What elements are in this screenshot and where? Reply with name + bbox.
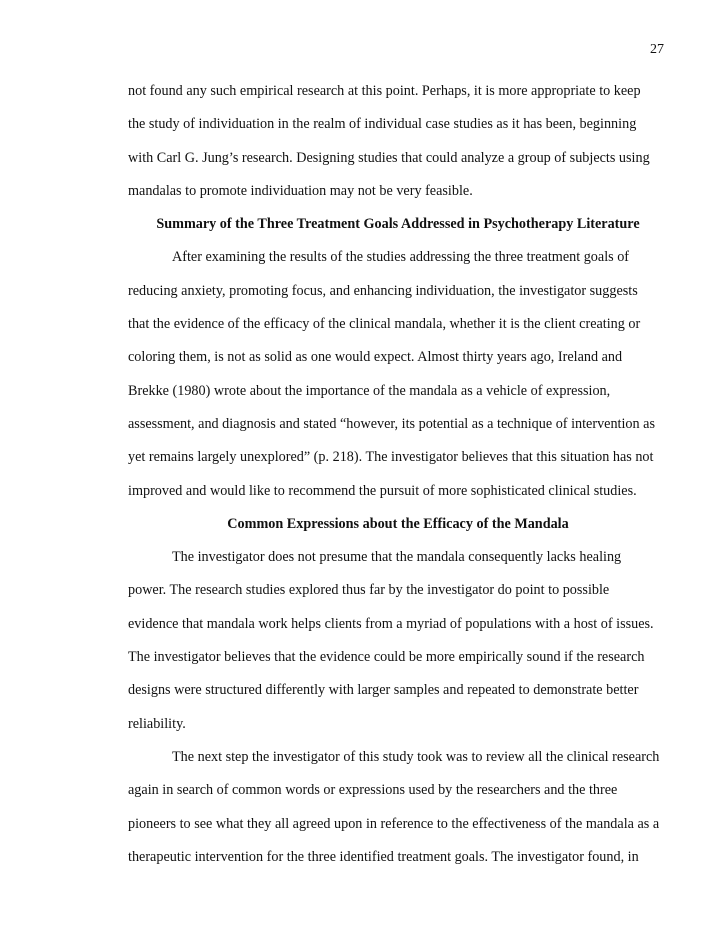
paragraph-first-line: The investigator does not presume that the mandala consequently lacks healing bbox=[172, 549, 622, 566]
text-line: the study of individuation in the realm of individual case studies as it has been, beginning bbox=[128, 116, 637, 133]
text-line: reducing anxiety, promoting focus, and enhancing individuation, the investigator suggests bbox=[128, 282, 638, 299]
text-line: that the evidence of the efficacy of the clinical mandala, whether it is the client creating or bbox=[128, 316, 641, 333]
section-heading: Common Expressions about the Efficacy of the Mandala bbox=[227, 515, 569, 532]
paragraph-first-line: After examining the results of the studies addressing the three treatment goals of bbox=[172, 249, 630, 266]
text-line: coloring them, is not as solid as one would expect. Almost thirty years ago, Ireland and bbox=[128, 349, 623, 366]
text-line: pioneers to see what they all agreed upon in reference to the effectiveness of the mandala as a bbox=[128, 815, 660, 832]
paragraph-first-line: The next step the investigator of this study took was to review all the clinical research bbox=[172, 748, 660, 765]
page-number: 27 bbox=[650, 42, 664, 57]
text-line: yet remains largely unexplored” (p. 218). The investigator believes that this situation has not bbox=[128, 449, 654, 466]
text-line: assessment, and diagnosis and stated “however, its potential as a technique of intervention as bbox=[128, 415, 655, 432]
section-heading: Summary of the Three Treatment Goals Addressed in Psychotherapy Literature bbox=[156, 216, 640, 233]
text-line: Brekke (1980) wrote about the importance of the mandala as a vehicle of expression, bbox=[128, 382, 611, 399]
text-line: improved and would like to recommend the pursuit of more sophisticated clinical studies. bbox=[128, 482, 637, 499]
text-line: not found any such empirical research at this point. Perhaps, it is more appropriate to keep bbox=[128, 83, 641, 99]
text-line: evidence that mandala work helps clients from a myriad of populations with a host of issues. bbox=[128, 615, 654, 632]
document-body bbox=[128, 80, 668, 879]
text-line: reliability. bbox=[128, 715, 186, 732]
text-line: power. The research studies explored thus far by the investigator do point to possible bbox=[128, 582, 610, 599]
text-line: The investigator believes that the evidence could be more empirically sound if the research bbox=[128, 649, 645, 666]
text-line: designs were structured differently with larger samples and repeated to demonstrate better bbox=[128, 682, 639, 699]
text-line: with Carl G. Jung’s research. Designing studies that could analyze a group of subjects using bbox=[128, 149, 650, 166]
text-line: again in search of common words or expressions used by the researchers and the three bbox=[128, 782, 618, 799]
text-line: mandalas to promote individuation may not be very feasible. bbox=[128, 182, 473, 199]
text-line: therapeutic intervention for the three identified treatment goals. The investigator found, in bbox=[128, 848, 639, 865]
